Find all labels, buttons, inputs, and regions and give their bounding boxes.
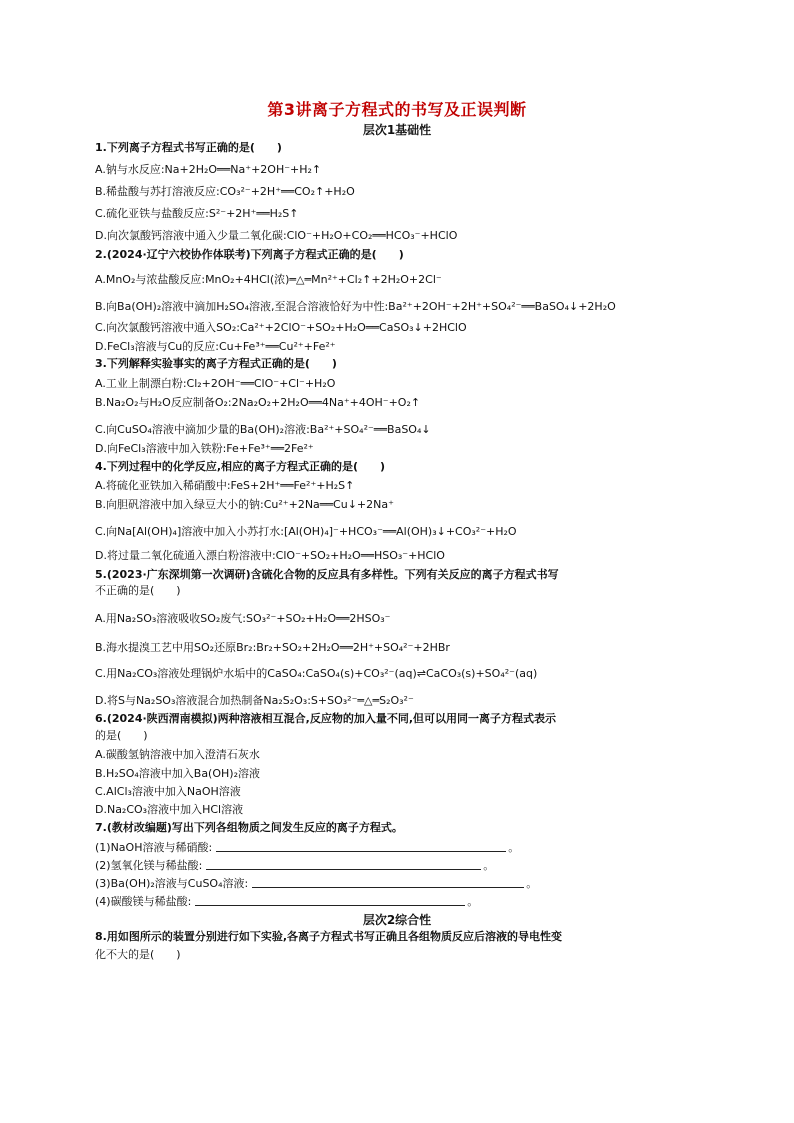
item-1-end: 。 xyxy=(508,841,520,854)
question-5-cont: 不正确的是( ) xyxy=(95,584,181,597)
option-6c: C.AlCl₃溶液中加入NaOH溶液 xyxy=(95,785,241,798)
page-title: 第3讲离子方程式的书写及正误判断 xyxy=(267,100,527,119)
option-1c: C.硫化亚铁与盐酸反应:S²⁻+2H⁺══H₂S↑ xyxy=(95,207,299,220)
question-4: 4.下列过程中的化学反应,相应的离子方程式正确的是( ) xyxy=(95,460,386,473)
option-5a: A.用Na₂SO₃溶液吸收SO₂废气:SO₃²⁻+SO₂+H₂O══2HSO₃⁻ xyxy=(95,612,391,625)
question-7: 7.(教材改编题)写出下列各组物质之间发生反应的离子方程式。 xyxy=(95,821,403,834)
option-2d: D.FeCl₃溶液与Cu的反应:Cu+Fe³⁺══Cu²⁺+Fe²⁺ xyxy=(95,340,336,353)
answer-blank-1[interactable] xyxy=(216,840,506,852)
option-2c: C.向次氯酸钙溶液中通入SO₂:Ca²⁺+2ClO⁻+SO₂+H₂O══CaSO₃↓+2HClO xyxy=(95,321,467,334)
option-6b: B.H₂SO₄溶液中加入Ba(OH)₂溶液 xyxy=(95,767,260,780)
question-8: 8.用如图所示的装置分别进行如下实验,各离子方程式书写正确且各组物质反应后溶液的导电性变 xyxy=(95,930,563,943)
option-3a: A.工业上制漂白粉:Cl₂+2OH⁻══ClO⁻+Cl⁻+H₂O xyxy=(95,377,336,390)
question-7-item-4 xyxy=(95,894,715,909)
question-5: 5.(2023·广东深圳第一次调研)含硫化合物的反应具有多样性。下列有关反应的离子方程式书写 xyxy=(95,568,559,581)
option-6a: A.碳酸氢钠溶液中加入澄清石灰水 xyxy=(95,748,260,761)
answer-blank-4[interactable] xyxy=(195,894,465,906)
option-4c: C.向Na[Al(OH)₄]溶液中加入小苏打水:[Al(OH)₄]⁻+HCO₃⁻══Al(OH)₃↓+CO₃²⁻+H₂O xyxy=(95,525,517,538)
option-5c: C.用Na₂CO₃溶液处理锅炉水垢中的CaSO₄:CaSO₄(s)+CO₃²⁻(aq)⇌CaCO₃(s)+SO₄²⁻(aq) xyxy=(95,667,538,680)
option-3d: D.向FeCl₃溶液中加入铁粉:Fe+Fe³⁺══2Fe²⁺ xyxy=(95,442,314,455)
item-2-end: 。 xyxy=(483,859,495,872)
question-3: 3.下列解释实验事实的离子方程式正确的是( ) xyxy=(95,357,337,370)
option-3c: C.向CuSO₄溶液中滴加少量的Ba(OH)₂溶液:Ba²⁺+SO₄²⁻══BaSO₄↓ xyxy=(95,423,431,436)
option-6d: D.Na₂CO₃溶液中加入HCl溶液 xyxy=(95,803,244,816)
question-8-cont: 化不大的是( ) xyxy=(95,948,181,961)
option-5d: D.将S与Na₂SO₃溶液混合加热制备Na₂S₂O₃:S+SO₃²⁻═△═S₂O₃²⁻ xyxy=(95,694,414,707)
item-1-label: (1)NaOH溶液与稀硝酸: xyxy=(95,841,213,854)
item-2-label: (2)氢氧化镁与稀盐酸: xyxy=(95,859,203,872)
option-1d: D.向次氯酸钙溶液中通入少量二氧化碳:ClO⁻+H₂O+CO₂══HCO₃⁻+HClO xyxy=(95,229,458,242)
question-1: 1.下列离子方程式书写正确的是( ) xyxy=(95,141,282,154)
option-4d: D.将过量二氧化硫通入漂白粉溶液中:ClO⁻+SO₂+H₂O══HSO₃⁻+HClO xyxy=(95,549,445,562)
option-2b: B.向Ba(OH)₂溶液中滴加H₂SO₄溶液,至混合溶液恰好为中性:Ba²⁺+2OH⁻+2H⁺+SO₄²⁻══BaSO₄↓+2H₂O xyxy=(95,300,616,313)
option-5b: B.海水提溴工艺中用SO₂还原Br₂:Br₂+SO₂+2H₂O══2H⁺+SO₄²⁻+2HBr xyxy=(95,641,450,654)
item-3-label: (3)Ba(OH)₂溶液与CuSO₄溶液: xyxy=(95,877,249,890)
item-4-label: (4)碳酸镁与稀盐酸: xyxy=(95,895,192,908)
option-2a: A.MnO₂与浓盐酸反应:MnO₂+4HCl(浓)═△═Mn²⁺+Cl₂↑+2H₂O+2Cl⁻ xyxy=(95,273,442,286)
option-4a: A.将硫化亚铁加入稀硝酸中:FeS+2H⁺══Fe²⁺+H₂S↑ xyxy=(95,479,355,492)
item-4-end: 。 xyxy=(467,895,479,908)
answer-blank-2[interactable] xyxy=(206,858,481,870)
question-7-item-3 xyxy=(95,876,715,891)
option-1a: A.钠与水反应:Na+2H₂O══Na⁺+2OH⁻+H₂↑ xyxy=(95,163,322,176)
section-heading-comprehensive: 层次2综合性 xyxy=(362,913,432,927)
question-2: 2.(2024·辽宁六校协作体联考)下列离子方程式正确的是( ) xyxy=(95,248,404,261)
question-7-item-1 xyxy=(95,840,715,855)
answer-blank-3[interactable] xyxy=(252,876,524,888)
question-7-item-2 xyxy=(95,858,715,873)
question-6: 6.(2024·陕西渭南模拟)两种溶液相互混合,反应物的加入量不同,但可以用同一离子方程式表示 xyxy=(95,712,557,725)
section-heading-basic: 层次1基础性 xyxy=(362,123,432,137)
item-3-end: 。 xyxy=(526,877,538,890)
option-3b: B.Na₂O₂与H₂O反应制备O₂:2Na₂O₂+2H₂O══4Na⁺+4OH⁻+O₂↑ xyxy=(95,396,421,409)
option-1b: B.稀盐酸与苏打溶液反应:CO₃²⁻+2H⁺══CO₂↑+H₂O xyxy=(95,185,355,198)
option-4b: B.向胆矾溶液中加入绿豆大小的钠:Cu²⁺+2Na══Cu↓+2Na⁺ xyxy=(95,498,394,511)
question-6-cont: 的是( ) xyxy=(95,729,148,742)
